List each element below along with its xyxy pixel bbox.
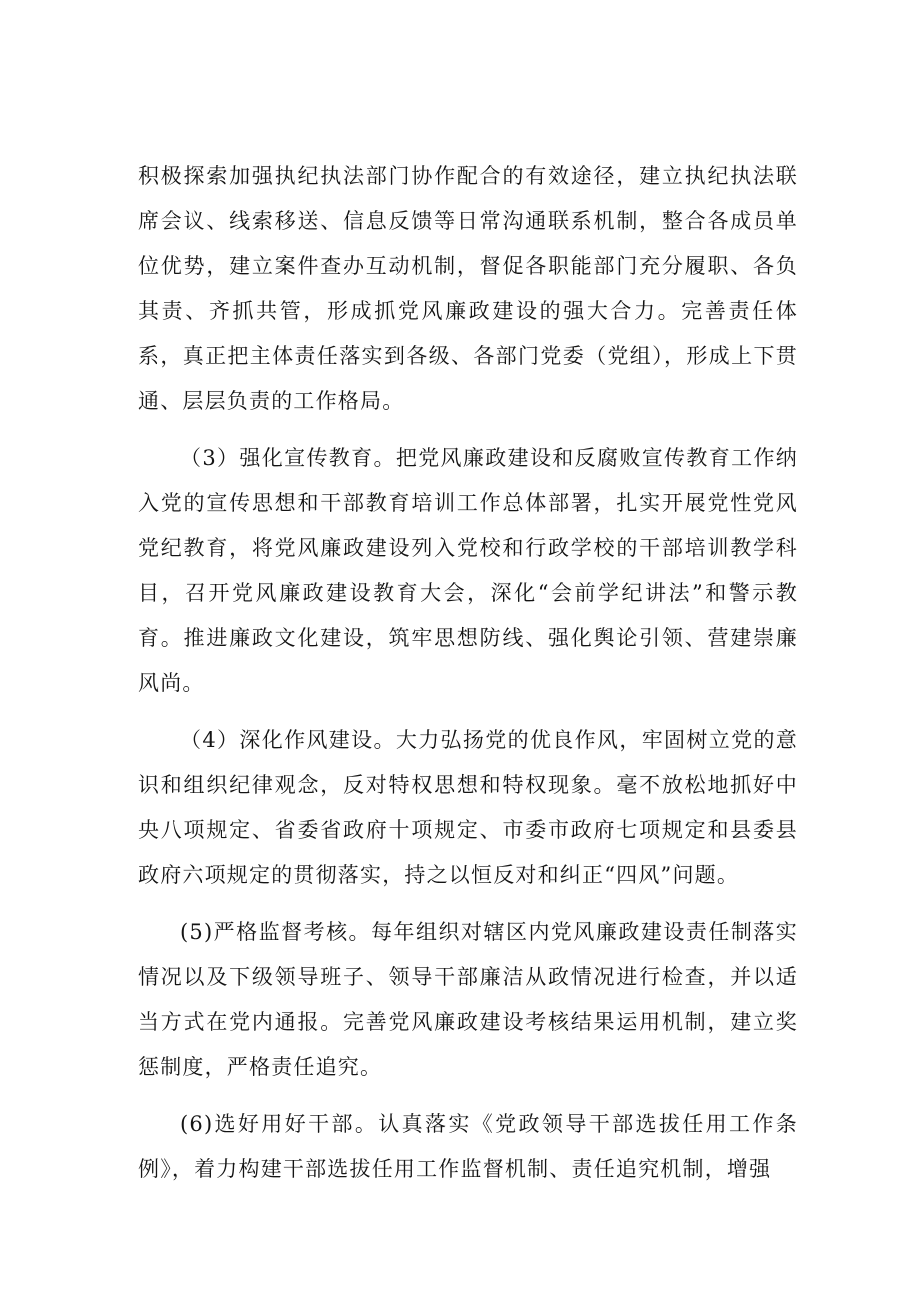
paragraph-supervision-assessment: (5)严格监督考核。每年组织对辖区内党风廉政建设责任制落实情况以及下级领导班子、领导干部廉洁从政情况进行检查，并以适当方式在党内通报。完善党风廉政建设考核结果运用机制，建立奖惩制度，严格责任追究。: [138, 920, 798, 1079]
paragraph-work-style: （4）深化作风建设。大力弘扬党的优良作风，牢固树立党的意识和组织纪律观念，反对特权思想和特权现象。毫不放松地抓好中央八项规定、省委省政府十项规定、市委市政府七项规定和县委县政府六项规定的贯彻落实，持之以恒反对和纠正“四风”问题。: [138, 728, 798, 887]
paragraph-continuation: 积极探索加强执纪执法部门协作配合的有效途径，建立执纪执法联席会议、线索移送、信息反馈等日常沟通联系机制，整合各成员单位优势，建立案件查办互动机制，督促各职能部门充分履职、各负其责、齐抓共管，形成抓党风廉政建设的强大合力。完善责任体系，真正把主体责任落实到各级、各部门党委（党组），形成上下贯通、层层负责的工作格局。: [138, 164, 798, 413]
paragraph-cadre-selection: (6)选好用好干部。认真落实《党政领导干部选拔任用工作条例》，着力构建干部选拔任用工作监督机制、责任追究机制，增强: [138, 1112, 798, 1181]
document-body: [138, 154, 798, 1204]
paragraph-publicity-education: （3）强化宣传教育。把党风廉政建设和反腐败宣传教育工作纳入党的宣传思想和干部教育培训工作总体部署，扎实开展党性党风党纪教育，将党风廉政建设列入党校和行政学校的干部培训教学科目，召开党风廉政建设教育大会，深化“会前学纪讲法”和警示教育。推进廉政文化建设，筑牢思想防线、强化舆论引领、营建崇廉风尚。: [138, 446, 798, 695]
